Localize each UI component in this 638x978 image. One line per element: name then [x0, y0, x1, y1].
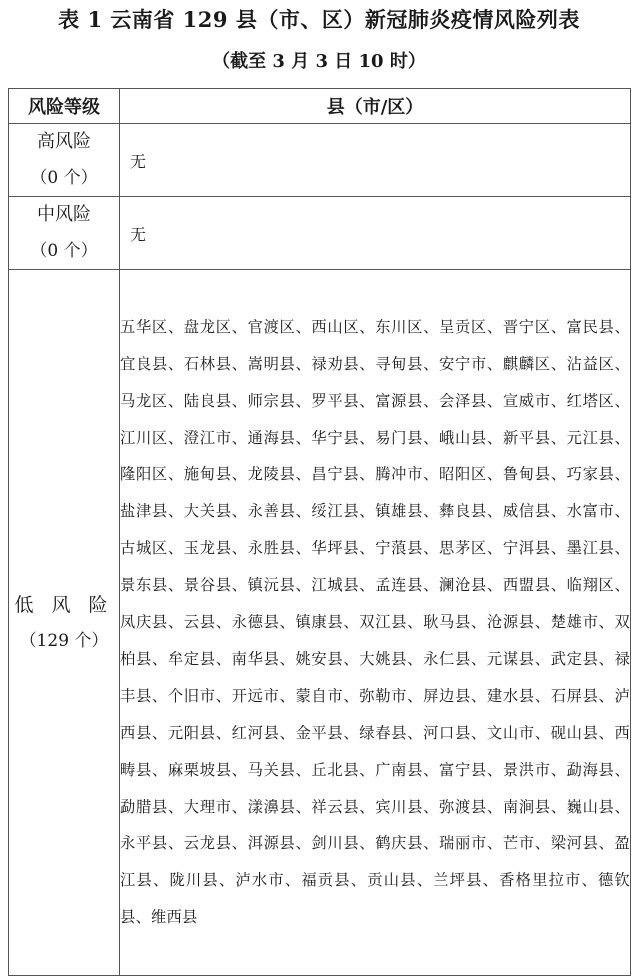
risk-level-cell	[9, 197, 120, 270]
risk-level-label: 低 风 险	[14, 593, 114, 616]
risk-level-count: （129 个）	[19, 630, 109, 651]
risk-level-label: 中风险	[37, 204, 91, 225]
county-list-cell: 无	[120, 197, 631, 270]
table-row-medium-risk	[9, 197, 631, 270]
header-risk-level: 风险等级	[9, 89, 120, 124]
risk-level-cell	[9, 270, 120, 976]
risk-table	[8, 88, 631, 976]
table-subtitle: （截至 3 月 3 日 10 时）	[212, 51, 426, 72]
county-list-cell: 五华区、盘龙区、官渡区、西山区、东川区、呈贡区、晋宁区、富民县、宜良县、石林县、嵩明县、禄劝县、寻甸县、安宁市、麒麟区、沾益区、马龙区、陆良县、师宗县、罗平县、富源县、会泽县、宣威市、红塔区、江川区、澄江市、通海县、华宁县、易门县、峨山县、新平县、元江县、隆阳区、施甸县、龙陵县、昌宁县、腾冲市、昭阳区、鲁甸县、巧家县、盐津县、大关县、永善县、绥江县、镇雄县、彝良县、威信县、水富市、古城区、玉龙县、永胜县、华坪县、宁蒗县、思茅区、宁洱县、墨江县、景东县、景谷县、镇沅县、江城县、孟连县、澜沧县、西盟县、临翔区、凤庆县、云县、永德县、镇康县、双江县、耿马县、沧源县、楚雄市、双柏县、牟定县、南华县、姚安县、大姚县、永仁县、元谋县、武定县、禄丰县、个旧市、开远市、蒙自市、弥勒市、屏边县、建水县、石屏县、泸西县、元阳县、红河县、金平县、绿春县、河口县、文山市、砚山县、西畴县、麻栗坡县、马关县、丘北县、广南县、富宁县、景洪市、勐海县、勐腊县、大理市、漾濞县、祥云县、宾川县、弥渡县、南涧县、巍山县、永平县、云龙县、洱源县、剑川县、鹤庆县、瑞丽市、芒市、梁河县、盈江县、陇川县、泸水市、福贡县、贡山县、兰坪县、香格里拉市、德钦县、维西县	[120, 270, 631, 976]
table-title: 表 1 云南省 129 县（市、区）新冠肺炎疫情风险列表	[58, 7, 580, 32]
risk-level-cell	[9, 124, 120, 197]
table-row-low-risk	[9, 270, 631, 976]
table-header-row	[9, 89, 631, 124]
table-row-high-risk	[9, 124, 631, 197]
risk-level-count: （0 个）	[30, 168, 98, 188]
risk-level-label: 高风险	[37, 131, 91, 152]
header-county: 县（市/区）	[120, 89, 631, 124]
county-list-cell: 无	[120, 124, 631, 197]
risk-level-count: （0 个）	[30, 241, 98, 261]
